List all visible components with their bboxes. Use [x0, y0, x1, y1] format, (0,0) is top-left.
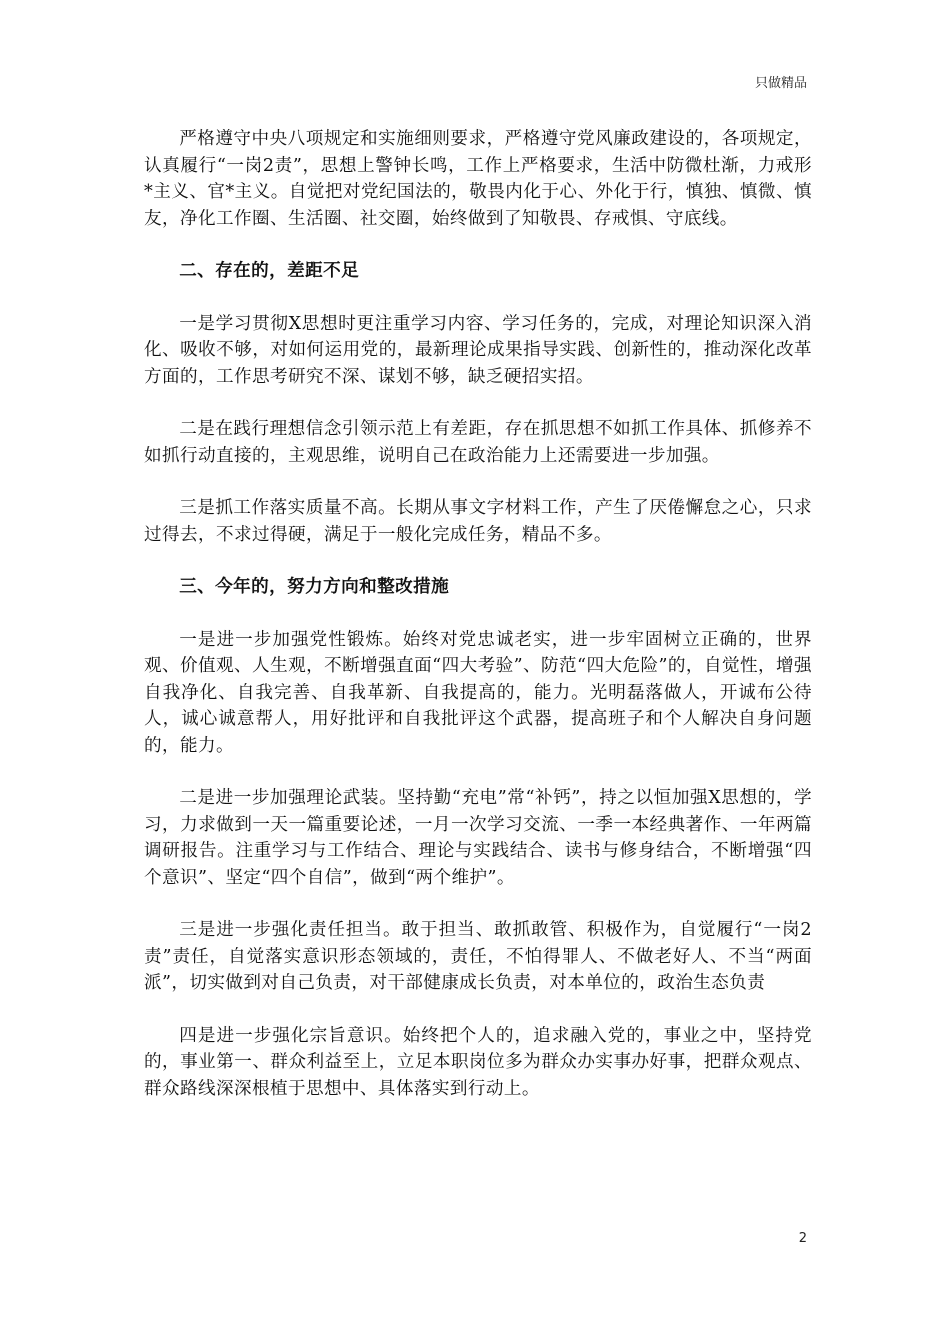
paragraph-shortcoming-2: 二是在践行理想信念引领示范上有差距，存在抓思想不如抓工作具体、抓修养不如抓行动直接的，主观思维，说明自己在政治能力上还需要进一步加强。: [144, 419, 812, 466]
paragraph-measure-1: 一是进一步加强党性锻炼。始终对党忠诚老实，进一步牢固树立正确的，世界观、价值观、人生观，不断增强直面“四大考验”、防范“四大危险”的，自觉性，增强自我净化、自我完善、自我革新、自我提高的，能力。光明磊落做人，开诚布公待人，诚心诚意帮人，用好批评和自我批评这个武器，提高班子和个人解决自身问题的，能力。: [144, 629, 812, 756]
paragraph-measure-3: 三是进一步强化责任担当。敢于担当、敢抓敢管、积极作为，自觉履行“一岗2责”责任，自觉落实意识形态领域的，责任，不怕得罪人、不做老好人、不当“两面派”，切实做到对自己负责，对干部健康成长负责，对本单位的，政治生态负责: [144, 920, 812, 993]
paragraph-discipline: 严格遵守中央八项规定和实施细则要求，严格遵守党风廉政建设的，各项规定，认真履行“一岗2责”，思想上警钟长鸣，工作上严格要求，生活中防微杜渐，力戒形*主义、官*主义。自觉把对党纪国法的，敬畏内化于心、外化于行，慎独、慎微、慎友，净化工作圈、生活圈、社交圈，始终做到了知敬畏、存戒惧、守底线。: [144, 129, 812, 229]
paragraph-shortcoming-3: 三是抓工作落实质量不高。长期从事文字材料工作，产生了厌倦懈怠之心，只求过得去，不求过得硬，满足于一般化完成任务，精品不多。: [144, 498, 812, 545]
header-note: 只做精品: [754, 76, 807, 91]
page-number: 2: [798, 1231, 807, 1246]
paragraph-measure-4: 四是进一步强化宗旨意识。始终把个人的，追求融入党的，事业之中，坚持党的，事业第一、群众利益至上，立足本职岗位多为群众办实事办好事，把群众观点、群众路线深深根植于思想中、具体落实到行动上。: [144, 1025, 812, 1099]
paragraph-measure-2: 二是进一步加强理论武装。坚持勤“充电”常“补钙”，持之以恒加强X思想的，学习，力求做到一天一篇重要论述，一月一次学习交流、一季一本经典著作、一年两篇调研报告。注重学习与工作结合、理论与实践结合、读书与修身结合，不断增强“四个意识”、坚定“四个自信”，做到“两个维护”。: [144, 788, 812, 888]
document-body: [144, 126, 812, 1128]
section-heading-shortcomings: 二、存在的，差距不足: [179, 261, 360, 281]
section-heading-measures: 三、今年的，努力方向和整改措施: [179, 577, 450, 597]
paragraph-shortcoming-1: 一是学习贯彻X思想时更注重学习内容、学习任务的，完成，对理论知识深入消化、吸收不够，对如何运用党的，最新理论成果指导实践、创新性的，推动深化改革方面的，工作思考研究不深、谋划不够，缺乏硬招实招。: [144, 313, 812, 387]
